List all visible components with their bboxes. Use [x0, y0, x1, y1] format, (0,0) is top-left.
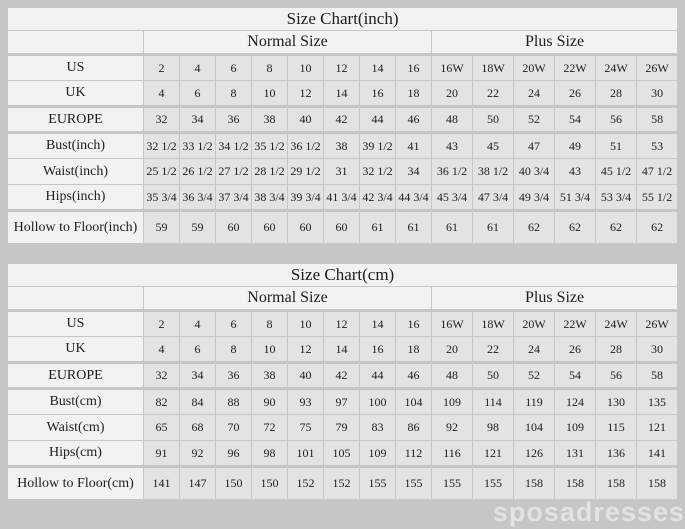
size-cell: 28 — [596, 81, 637, 107]
size-cell: 46 — [396, 363, 432, 389]
size-cell: 50 — [473, 107, 514, 133]
size-cell: 42 — [324, 107, 360, 133]
size-cell: 56 — [596, 363, 637, 389]
size-cell: 70 — [216, 415, 252, 441]
size-cell: 51 3/4 — [555, 185, 596, 211]
size-cell: 34 — [180, 107, 216, 133]
size-cell: 45 1/2 — [596, 159, 637, 185]
table-row — [8, 107, 678, 133]
size-cell: 39 1/2 — [360, 133, 396, 159]
size-cell: 18 — [396, 337, 432, 363]
size-cell: 61 — [396, 211, 432, 244]
size-cell: 22W — [555, 311, 596, 337]
row-label: Bust(cm) — [8, 389, 144, 415]
size-cell: 37 3/4 — [216, 185, 252, 211]
size-cell: 22W — [555, 55, 596, 81]
size-cell: 104 — [396, 389, 432, 415]
column-group-normal-size: Normal Size — [144, 287, 432, 311]
size-cell: 47 — [514, 133, 555, 159]
size-cell: 124 — [555, 389, 596, 415]
row-label: US — [8, 311, 144, 337]
size-cell: 115 — [596, 415, 637, 441]
table-row — [8, 363, 678, 389]
size-cell: 36 1/2 — [432, 159, 473, 185]
size-cell: 45 — [473, 133, 514, 159]
size-cell: 152 — [324, 467, 360, 500]
size-cell: 39 3/4 — [288, 185, 324, 211]
size-cell: 26W — [637, 55, 678, 81]
size-cell: 8 — [216, 337, 252, 363]
size-cell: 14 — [324, 337, 360, 363]
size-cell: 141 — [144, 467, 180, 500]
size-cell: 131 — [555, 441, 596, 467]
size-cell: 2 — [144, 311, 180, 337]
size-cell: 84 — [180, 389, 216, 415]
size-cell: 27 1/2 — [216, 159, 252, 185]
size-cell: 35 3/4 — [144, 185, 180, 211]
size-cell: 44 — [360, 363, 396, 389]
size-cell: 54 — [555, 363, 596, 389]
size-cell: 2 — [144, 55, 180, 81]
table-row — [8, 467, 678, 500]
table-row — [8, 185, 678, 211]
size-cell: 92 — [432, 415, 473, 441]
size-cell: 92 — [180, 441, 216, 467]
size-cell: 34 — [180, 363, 216, 389]
size-cell: 6 — [180, 337, 216, 363]
size-cell: 141 — [637, 441, 678, 467]
size-cell: 60 — [324, 211, 360, 244]
size-cell: 4 — [144, 337, 180, 363]
size-cell: 12 — [324, 55, 360, 81]
size-cell: 20 — [432, 337, 473, 363]
size-cell: 30 — [637, 337, 678, 363]
size-cell: 4 — [144, 81, 180, 107]
size-cell: 50 — [473, 363, 514, 389]
size-cell: 88 — [216, 389, 252, 415]
size-cell: 10 — [288, 55, 324, 81]
table-row — [8, 311, 678, 337]
size-cell: 68 — [180, 415, 216, 441]
column-group-plus-size: Plus Size — [432, 31, 678, 55]
size-cell: 35 1/2 — [252, 133, 288, 159]
size-cell: 43 — [432, 133, 473, 159]
size-cell: 135 — [637, 389, 678, 415]
size-cell: 79 — [324, 415, 360, 441]
row-label: UK — [8, 81, 144, 107]
size-cell: 119 — [514, 389, 555, 415]
size-chart-table-cm — [7, 263, 678, 500]
size-cell: 109 — [360, 441, 396, 467]
size-cell: 121 — [473, 441, 514, 467]
size-cell: 93 — [288, 389, 324, 415]
size-cell: 48 — [432, 107, 473, 133]
row-label: EUROPE — [8, 107, 144, 133]
size-cell: 12 — [288, 337, 324, 363]
size-cell: 20W — [514, 55, 555, 81]
size-table-title: Size Chart(cm) — [8, 264, 678, 287]
size-cell: 36 — [216, 363, 252, 389]
size-cell: 16 — [360, 81, 396, 107]
size-cell: 152 — [288, 467, 324, 500]
size-cell: 52 — [514, 363, 555, 389]
size-cell: 60 — [288, 211, 324, 244]
size-cell: 24W — [596, 55, 637, 81]
size-cell: 20 — [432, 81, 473, 107]
size-cell: 61 — [473, 211, 514, 244]
size-cell: 43 — [555, 159, 596, 185]
size-cell: 91 — [144, 441, 180, 467]
table-row — [8, 81, 678, 107]
size-cell: 24 — [514, 337, 555, 363]
size-cell: 130 — [596, 389, 637, 415]
size-cell: 147 — [180, 467, 216, 500]
size-cell: 25 1/2 — [144, 159, 180, 185]
size-cell: 16W — [432, 311, 473, 337]
size-cell: 10 — [288, 311, 324, 337]
size-cell: 18W — [473, 311, 514, 337]
corner-cell — [8, 31, 144, 55]
size-cell: 6 — [180, 81, 216, 107]
size-cell: 62 — [596, 211, 637, 244]
size-cell: 100 — [360, 389, 396, 415]
size-cell: 38 3/4 — [252, 185, 288, 211]
size-cell: 58 — [637, 363, 678, 389]
size-cell: 105 — [324, 441, 360, 467]
size-cell: 32 — [144, 363, 180, 389]
size-cell: 33 1/2 — [180, 133, 216, 159]
size-cell: 46 — [396, 107, 432, 133]
size-cell: 38 — [324, 133, 360, 159]
size-cell: 26W — [637, 311, 678, 337]
size-cell: 49 3/4 — [514, 185, 555, 211]
size-cell: 90 — [252, 389, 288, 415]
size-cell: 8 — [252, 311, 288, 337]
size-cell: 26 — [555, 81, 596, 107]
size-cell: 62 — [514, 211, 555, 244]
size-cell: 158 — [514, 467, 555, 500]
size-cell: 56 — [596, 107, 637, 133]
size-cell: 28 1/2 — [252, 159, 288, 185]
table-row — [8, 415, 678, 441]
size-cell: 41 3/4 — [324, 185, 360, 211]
size-cell: 86 — [396, 415, 432, 441]
size-cell: 41 — [396, 133, 432, 159]
column-group-normal-size: Normal Size — [144, 31, 432, 55]
size-cell: 40 3/4 — [514, 159, 555, 185]
size-cell: 65 — [144, 415, 180, 441]
size-cell: 55 1/2 — [637, 185, 678, 211]
size-cell: 150 — [216, 467, 252, 500]
size-cell: 38 — [252, 107, 288, 133]
size-cell: 32 — [144, 107, 180, 133]
size-cell: 109 — [432, 389, 473, 415]
row-label: UK — [8, 337, 144, 363]
size-cell: 40 — [288, 107, 324, 133]
size-cell: 98 — [473, 415, 514, 441]
size-cell: 44 — [360, 107, 396, 133]
size-cell: 34 — [396, 159, 432, 185]
row-label: Bust(inch) — [8, 133, 144, 159]
size-cell: 104 — [514, 415, 555, 441]
size-cell: 112 — [396, 441, 432, 467]
row-label: US — [8, 55, 144, 81]
size-cell: 38 1/2 — [473, 159, 514, 185]
size-cell: 22 — [473, 337, 514, 363]
size-cell: 36 1/2 — [288, 133, 324, 159]
size-cell: 29 1/2 — [288, 159, 324, 185]
size-cell: 4 — [180, 311, 216, 337]
size-cell: 24 — [514, 81, 555, 107]
size-cell: 155 — [473, 467, 514, 500]
size-cell: 36 3/4 — [180, 185, 216, 211]
size-cell: 82 — [144, 389, 180, 415]
size-cell: 150 — [252, 467, 288, 500]
size-cell: 61 — [360, 211, 396, 244]
size-cell: 42 — [324, 363, 360, 389]
watermark-text: sposadresses — [492, 497, 685, 527]
size-cell: 62 — [637, 211, 678, 244]
size-cell: 26 1/2 — [180, 159, 216, 185]
size-cell: 155 — [432, 467, 473, 500]
size-cell: 30 — [637, 81, 678, 107]
row-label: Hollow to Floor(cm) — [8, 467, 144, 500]
size-cell: 4 — [180, 55, 216, 81]
size-cell: 14 — [324, 81, 360, 107]
size-cell: 12 — [288, 81, 324, 107]
size-cell: 16 — [396, 311, 432, 337]
size-cell: 10 — [252, 337, 288, 363]
size-cell: 53 — [637, 133, 678, 159]
size-cell: 52 — [514, 107, 555, 133]
size-cell: 22 — [473, 81, 514, 107]
table-row — [8, 337, 678, 363]
size-chart-table-inch — [7, 7, 678, 244]
size-cell: 45 3/4 — [432, 185, 473, 211]
size-cell: 53 3/4 — [596, 185, 637, 211]
size-cell: 12 — [324, 311, 360, 337]
size-cell: 42 3/4 — [360, 185, 396, 211]
size-cell: 14 — [360, 311, 396, 337]
size-cell: 31 — [324, 159, 360, 185]
size-cell: 61 — [432, 211, 473, 244]
size-cell: 47 1/2 — [637, 159, 678, 185]
row-label: Hips(cm) — [8, 441, 144, 467]
size-cell: 114 — [473, 389, 514, 415]
row-label: Waist(cm) — [8, 415, 144, 441]
size-cell: 51 — [596, 133, 637, 159]
table-row — [8, 211, 678, 244]
size-cell: 136 — [596, 441, 637, 467]
size-cell: 18 — [396, 81, 432, 107]
size-cell: 83 — [360, 415, 396, 441]
row-label: Hips(inch) — [8, 185, 144, 211]
size-cell: 49 — [555, 133, 596, 159]
corner-cell — [8, 287, 144, 311]
size-cell: 6 — [216, 311, 252, 337]
size-cell: 34 1/2 — [216, 133, 252, 159]
size-cell: 44 3/4 — [396, 185, 432, 211]
row-label: Waist(inch) — [8, 159, 144, 185]
size-cell: 59 — [180, 211, 216, 244]
size-cell: 32 1/2 — [360, 159, 396, 185]
size-cell: 158 — [637, 467, 678, 500]
size-cell: 28 — [596, 337, 637, 363]
size-cell: 158 — [555, 467, 596, 500]
size-cell: 121 — [637, 415, 678, 441]
size-cell: 16 — [396, 55, 432, 81]
row-label: EUROPE — [8, 363, 144, 389]
size-cell: 109 — [555, 415, 596, 441]
size-cell: 32 1/2 — [144, 133, 180, 159]
size-table-title: Size Chart(inch) — [8, 8, 678, 31]
size-cell: 60 — [216, 211, 252, 244]
size-cell: 98 — [252, 441, 288, 467]
size-cell: 97 — [324, 389, 360, 415]
size-cell: 24W — [596, 311, 637, 337]
size-cell: 48 — [432, 363, 473, 389]
size-cell: 126 — [514, 441, 555, 467]
size-cell: 62 — [555, 211, 596, 244]
table-row — [8, 55, 678, 81]
size-cell: 8 — [252, 55, 288, 81]
size-cell: 72 — [252, 415, 288, 441]
size-cell: 16W — [432, 55, 473, 81]
column-group-plus-size: Plus Size — [432, 287, 678, 311]
row-label: Hollow to Floor(inch) — [8, 211, 144, 244]
size-cell: 155 — [396, 467, 432, 500]
table-row — [8, 159, 678, 185]
size-cell: 16 — [360, 337, 396, 363]
size-cell: 38 — [252, 363, 288, 389]
size-cell: 8 — [216, 81, 252, 107]
size-cell: 54 — [555, 107, 596, 133]
table-row — [8, 441, 678, 467]
size-cell: 116 — [432, 441, 473, 467]
size-cell: 40 — [288, 363, 324, 389]
size-cell: 26 — [555, 337, 596, 363]
size-cell: 158 — [596, 467, 637, 500]
size-cell: 36 — [216, 107, 252, 133]
table-row — [8, 133, 678, 159]
table-row — [8, 389, 678, 415]
size-cell: 6 — [216, 55, 252, 81]
size-cell: 60 — [252, 211, 288, 244]
size-cell: 101 — [288, 441, 324, 467]
size-cell: 59 — [144, 211, 180, 244]
size-cell: 75 — [288, 415, 324, 441]
size-cell: 58 — [637, 107, 678, 133]
size-cell: 155 — [360, 467, 396, 500]
size-cell: 14 — [360, 55, 396, 81]
size-cell: 20W — [514, 311, 555, 337]
size-cell: 10 — [252, 81, 288, 107]
size-cell: 47 3/4 — [473, 185, 514, 211]
size-cell: 18W — [473, 55, 514, 81]
size-cell: 96 — [216, 441, 252, 467]
